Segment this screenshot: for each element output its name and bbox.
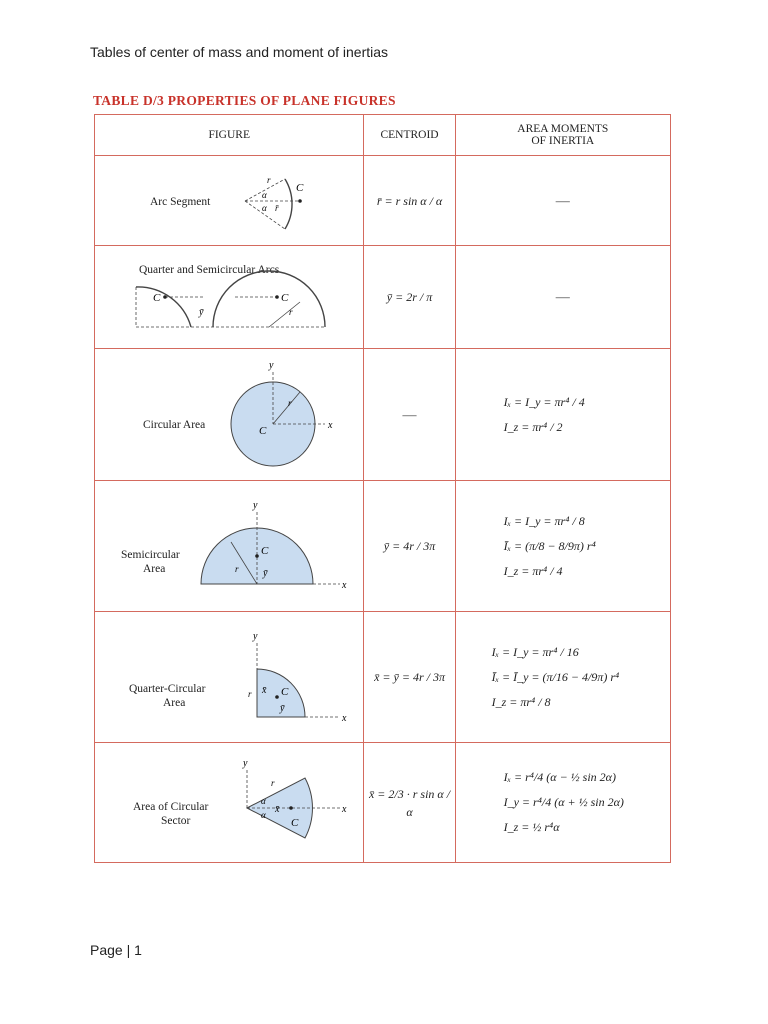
moment-formula: Īₓ = (π/8 − 8/9π) r⁴ <box>503 538 596 553</box>
table-heading: TABLE D/3 PROPERTIES OF PLANE FIGURES <box>93 93 396 108</box>
centroid-label: C <box>281 685 289 698</box>
figure-label-line2: Area <box>163 696 186 709</box>
alpha-label: α <box>262 202 267 213</box>
axis-y-label: y <box>243 757 248 769</box>
axis-x-label: x <box>328 419 333 431</box>
moments-cell <box>455 743 670 863</box>
radius-label: r <box>248 688 252 699</box>
moment-formula: I_z = πr⁴ / 8 <box>491 694 551 709</box>
centroid-cell <box>364 156 455 246</box>
ybar-label: ȳ <box>263 567 268 579</box>
radius-label: r <box>271 777 275 788</box>
table-row <box>95 481 671 612</box>
axis-x-label: x <box>342 712 347 724</box>
ybar-label: ȳ <box>199 306 204 318</box>
axis-x-label: x <box>342 803 347 815</box>
figure-cell <box>95 246 364 349</box>
centroid-label: C <box>259 424 267 437</box>
document-title: Tables of center of mass and moment of inertias <box>90 44 389 60</box>
header-moments-line1: AREA MOMENTS <box>517 123 609 135</box>
axis-y-label: y <box>269 359 274 371</box>
page-footer: Page | 1 <box>90 942 142 958</box>
centroid-cell <box>364 246 455 349</box>
figure-cell <box>95 612 364 743</box>
alpha-label: α <box>262 189 267 200</box>
radius-label: r <box>288 397 292 408</box>
radius-label: r <box>235 563 239 574</box>
moment-formula: I_z = πr⁴ / 4 <box>503 563 563 578</box>
properties-table <box>94 114 671 863</box>
figure-label: Arc Segment <box>150 195 211 208</box>
ybar-label: ȳ <box>280 702 285 714</box>
moment-formula: Īₓ = Ī_y = (π/16 − 4/9π) r⁴ <box>491 669 620 684</box>
centroid-cell <box>364 743 455 863</box>
centroid-formula: — <box>402 407 417 423</box>
moments-cell <box>455 246 670 349</box>
header-centroid: CENTROID <box>364 115 455 156</box>
moments-cell <box>455 481 670 612</box>
figure-cell <box>95 349 364 481</box>
alpha-label: α <box>261 809 266 820</box>
centroid-label: C <box>153 291 161 304</box>
centroid-formula: r̄ = r sin α / α <box>376 193 443 208</box>
centroid-formula: ȳ = 2r / π <box>386 290 433 304</box>
alpha-label: α <box>261 795 266 806</box>
centroid-label: C <box>291 816 299 829</box>
moments-cell <box>455 156 670 246</box>
figure-label-line2: Area <box>143 562 166 575</box>
xbar-label: x̄ <box>262 684 267 696</box>
table-row <box>95 349 671 481</box>
moment-formula: I_y = r⁴/4 (α + ½ sin 2α) <box>503 795 624 809</box>
moment-formula: Iₓ = I_y = πr⁴ / 8 <box>503 513 585 528</box>
moment-formula: — <box>555 290 570 305</box>
centroid-formula: x̄ = 2/3 · r sin α / α <box>368 786 451 819</box>
moment-formula: Iₓ = I_y = πr⁴ / 16 <box>491 644 579 659</box>
radius-label: r <box>267 174 271 185</box>
figure-label-line1: Area of Circular <box>133 800 209 813</box>
header-figure: FIGURE <box>95 115 364 156</box>
figure-label: Circular Area <box>143 418 206 431</box>
rbar-label: r̄ <box>275 202 279 213</box>
centroid-cell <box>364 612 455 743</box>
centroid-label: C <box>281 291 289 304</box>
centroid-label: C <box>296 181 304 194</box>
moment-formula: I_z = πr⁴ / 2 <box>503 419 563 434</box>
axis-x-label: x <box>342 579 347 591</box>
arc-segment-diagram <box>95 157 364 245</box>
moment-formula: I_z = ½ r⁴α <box>503 820 560 834</box>
moment-formula: — <box>555 193 570 209</box>
header-moments-line2: OF INERTIA <box>531 135 595 147</box>
table-row <box>95 743 671 863</box>
moment-formula: Iₓ = r⁴/4 (α − ½ sin 2α) <box>503 770 616 784</box>
centroid-label: C <box>261 544 269 557</box>
circular-area-diagram <box>95 350 364 480</box>
centroid-cell <box>364 349 455 481</box>
table-row <box>95 156 671 246</box>
centroid-formula: x̄ = ȳ = 4r / 3π <box>374 670 445 684</box>
moment-formula: Iₓ = I_y = πr⁴ / 4 <box>503 394 585 409</box>
figure-cell <box>95 743 364 863</box>
table-row <box>95 246 671 349</box>
figure-cell <box>95 156 364 246</box>
table-header-row <box>95 115 671 156</box>
moments-cell <box>455 349 670 481</box>
figure-label-line1: Quarter-Circular <box>129 682 206 695</box>
figure-label-line1: Semicircular <box>121 548 180 561</box>
figure-label-line2: Sector <box>161 814 191 827</box>
radius-label: r <box>289 306 293 317</box>
circular-sector-diagram <box>95 744 364 862</box>
moments-cell <box>455 612 670 743</box>
semicircular-area-diagram <box>95 482 364 611</box>
centroid-formula: ȳ = 4r / 3π <box>383 539 436 553</box>
figure-label: Quarter and Semicircular Arcs <box>139 263 280 276</box>
axis-y-label: y <box>253 630 258 642</box>
quarter-circular-area-diagram <box>95 613 364 742</box>
arcs-diagram <box>95 247 364 348</box>
xbar-label: x̄ <box>275 803 280 815</box>
centroid-cell <box>364 481 455 612</box>
header-moments <box>455 115 670 156</box>
table-row <box>95 612 671 743</box>
figure-cell <box>95 481 364 612</box>
axis-y-label: y <box>253 499 258 511</box>
